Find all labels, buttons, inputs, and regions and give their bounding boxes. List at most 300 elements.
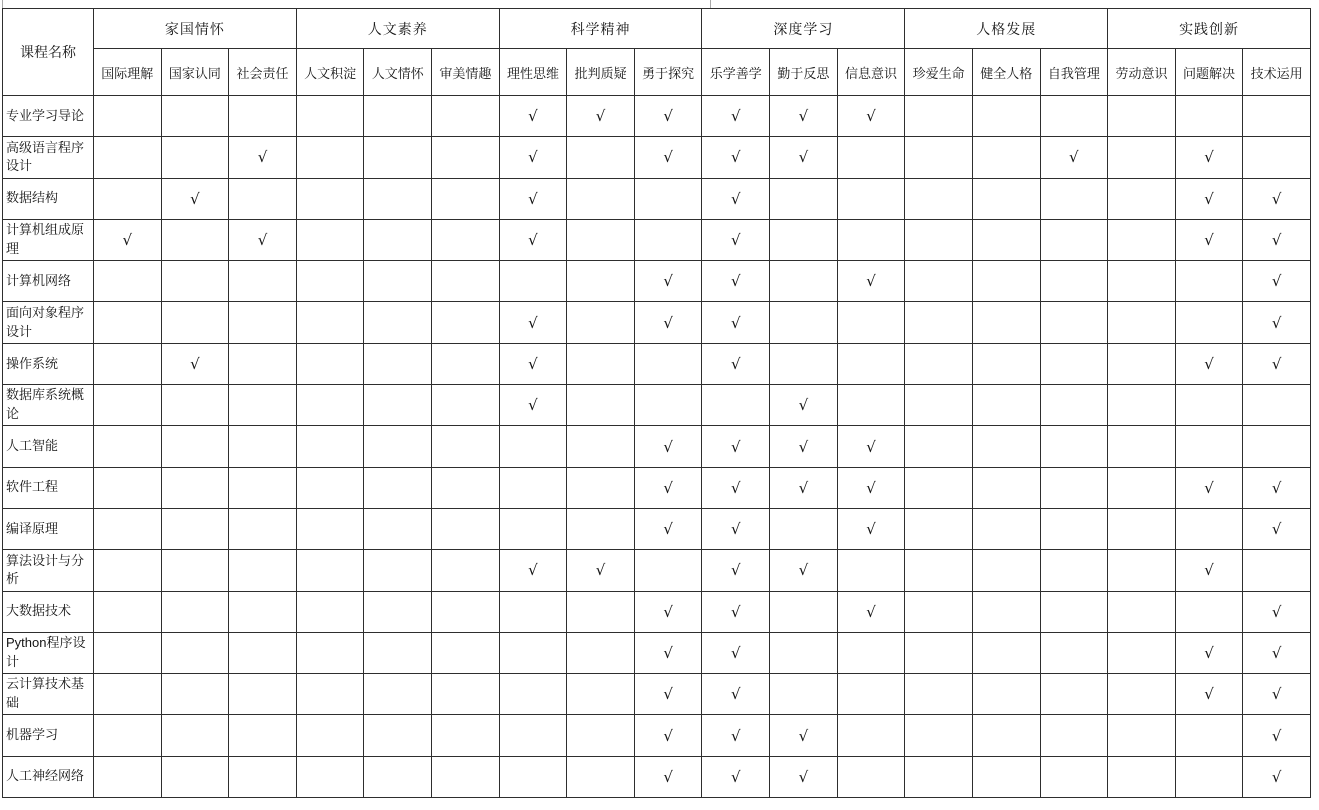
check-cell-empty[interactable] bbox=[296, 674, 364, 715]
check-cell-empty[interactable] bbox=[905, 302, 973, 343]
check-cell-empty[interactable] bbox=[770, 591, 838, 632]
check-cell-checked[interactable]: √ bbox=[1243, 261, 1311, 302]
check-cell-empty[interactable] bbox=[296, 550, 364, 591]
course-name-cell[interactable]: 面向对象程序设计 bbox=[3, 302, 94, 343]
sub-header-cell[interactable]: 珍爱生命 bbox=[905, 49, 973, 96]
check-cell-checked[interactable]: √ bbox=[634, 715, 702, 756]
check-cell-empty[interactable] bbox=[972, 715, 1040, 756]
check-cell-empty[interactable] bbox=[905, 591, 973, 632]
check-cell-checked[interactable]: √ bbox=[634, 674, 702, 715]
check-cell-empty[interactable] bbox=[161, 632, 229, 673]
check-cell-empty[interactable] bbox=[567, 385, 635, 426]
check-cell-checked[interactable]: √ bbox=[1175, 632, 1243, 673]
check-cell-empty[interactable] bbox=[161, 137, 229, 178]
check-cell-empty[interactable] bbox=[432, 550, 500, 591]
check-cell-checked[interactable]: √ bbox=[1175, 550, 1243, 591]
check-cell-empty[interactable] bbox=[1108, 219, 1176, 260]
check-cell-checked[interactable]: √ bbox=[1243, 591, 1311, 632]
check-cell-empty[interactable] bbox=[296, 591, 364, 632]
check-cell-checked[interactable]: √ bbox=[94, 219, 162, 260]
check-cell-empty[interactable] bbox=[837, 343, 905, 384]
check-cell-checked[interactable]: √ bbox=[837, 591, 905, 632]
check-cell-empty[interactable] bbox=[1108, 137, 1176, 178]
check-cell-empty[interactable] bbox=[1108, 343, 1176, 384]
check-cell-checked[interactable]: √ bbox=[634, 756, 702, 797]
check-cell-empty[interactable] bbox=[837, 632, 905, 673]
check-cell-empty[interactable] bbox=[229, 343, 297, 384]
check-cell-empty[interactable] bbox=[229, 756, 297, 797]
check-cell-empty[interactable] bbox=[1040, 674, 1108, 715]
check-cell-empty[interactable] bbox=[364, 632, 432, 673]
check-cell-empty[interactable] bbox=[229, 261, 297, 302]
course-name-cell[interactable]: 专业学习导论 bbox=[3, 96, 94, 137]
check-cell-empty[interactable] bbox=[905, 137, 973, 178]
check-cell-empty[interactable] bbox=[567, 426, 635, 467]
check-cell-empty[interactable] bbox=[1175, 426, 1243, 467]
check-cell-empty[interactable] bbox=[837, 385, 905, 426]
check-cell-empty[interactable] bbox=[905, 343, 973, 384]
sub-header-cell[interactable]: 人文积淀 bbox=[296, 49, 364, 96]
check-cell-empty[interactable] bbox=[364, 178, 432, 219]
check-cell-empty[interactable] bbox=[296, 467, 364, 508]
check-cell-empty[interactable] bbox=[972, 178, 1040, 219]
group-header-cell-1[interactable]: 家国情怀 bbox=[94, 9, 297, 49]
check-cell-empty[interactable] bbox=[364, 343, 432, 384]
check-cell-checked[interactable]: √ bbox=[1243, 508, 1311, 549]
check-cell-empty[interactable] bbox=[229, 302, 297, 343]
check-cell-empty[interactable] bbox=[1040, 550, 1108, 591]
check-cell-empty[interactable] bbox=[161, 261, 229, 302]
course-name-cell[interactable]: 编译原理 bbox=[3, 508, 94, 549]
check-cell-empty[interactable] bbox=[972, 756, 1040, 797]
check-cell-empty[interactable] bbox=[634, 219, 702, 260]
course-name-cell[interactable]: 数据库系统概论 bbox=[3, 385, 94, 426]
check-cell-empty[interactable] bbox=[432, 178, 500, 219]
check-cell-empty[interactable] bbox=[770, 261, 838, 302]
check-cell-empty[interactable] bbox=[161, 426, 229, 467]
check-cell-empty[interactable] bbox=[296, 302, 364, 343]
check-cell-empty[interactable] bbox=[432, 137, 500, 178]
check-cell-empty[interactable] bbox=[432, 467, 500, 508]
check-cell-empty[interactable] bbox=[1040, 756, 1108, 797]
check-cell-checked[interactable]: √ bbox=[770, 96, 838, 137]
check-cell-empty[interactable] bbox=[770, 178, 838, 219]
check-cell-empty[interactable] bbox=[364, 674, 432, 715]
check-cell-empty[interactable] bbox=[1108, 302, 1176, 343]
check-cell-empty[interactable] bbox=[161, 715, 229, 756]
check-cell-empty[interactable] bbox=[1108, 96, 1176, 137]
check-cell-empty[interactable] bbox=[770, 674, 838, 715]
check-cell-empty[interactable] bbox=[972, 219, 1040, 260]
check-cell-empty[interactable] bbox=[837, 550, 905, 591]
check-cell-checked[interactable]: √ bbox=[1243, 219, 1311, 260]
check-cell-checked[interactable]: √ bbox=[702, 261, 770, 302]
sub-header-cell[interactable]: 勇于探究 bbox=[634, 49, 702, 96]
check-cell-checked[interactable]: √ bbox=[837, 467, 905, 508]
check-cell-checked[interactable]: √ bbox=[1243, 467, 1311, 508]
check-cell-checked[interactable]: √ bbox=[499, 550, 567, 591]
sub-header-cell[interactable]: 自我管理 bbox=[1040, 49, 1108, 96]
check-cell-checked[interactable]: √ bbox=[702, 302, 770, 343]
check-cell-empty[interactable] bbox=[94, 715, 162, 756]
check-cell-empty[interactable] bbox=[1040, 508, 1108, 549]
check-cell-empty[interactable] bbox=[1108, 550, 1176, 591]
course-name-cell[interactable]: Python程序设计 bbox=[3, 632, 94, 673]
check-cell-checked[interactable]: √ bbox=[161, 178, 229, 219]
check-cell-empty[interactable] bbox=[94, 467, 162, 508]
check-cell-empty[interactable] bbox=[1108, 178, 1176, 219]
check-cell-empty[interactable] bbox=[1040, 261, 1108, 302]
check-cell-checked[interactable]: √ bbox=[634, 137, 702, 178]
check-cell-empty[interactable] bbox=[296, 96, 364, 137]
check-cell-empty[interactable] bbox=[1108, 385, 1176, 426]
check-cell-empty[interactable] bbox=[94, 302, 162, 343]
check-cell-checked[interactable]: √ bbox=[229, 137, 297, 178]
check-cell-checked[interactable]: √ bbox=[1175, 219, 1243, 260]
check-cell-empty[interactable] bbox=[905, 385, 973, 426]
check-cell-empty[interactable] bbox=[161, 674, 229, 715]
check-cell-checked[interactable]: √ bbox=[1243, 756, 1311, 797]
course-name-cell[interactable]: 数据结构 bbox=[3, 178, 94, 219]
check-cell-empty[interactable] bbox=[161, 96, 229, 137]
check-cell-checked[interactable]: √ bbox=[1243, 343, 1311, 384]
check-cell-empty[interactable] bbox=[1040, 302, 1108, 343]
sub-header-cell[interactable]: 社会责任 bbox=[229, 49, 297, 96]
check-cell-empty[interactable] bbox=[905, 715, 973, 756]
check-cell-empty[interactable] bbox=[972, 96, 1040, 137]
check-cell-checked[interactable]: √ bbox=[1175, 178, 1243, 219]
check-cell-empty[interactable] bbox=[161, 591, 229, 632]
check-cell-checked[interactable]: √ bbox=[634, 302, 702, 343]
check-cell-empty[interactable] bbox=[229, 632, 297, 673]
check-cell-empty[interactable] bbox=[1243, 426, 1311, 467]
check-cell-empty[interactable] bbox=[432, 385, 500, 426]
check-cell-empty[interactable] bbox=[972, 137, 1040, 178]
check-cell-empty[interactable] bbox=[432, 343, 500, 384]
check-cell-empty[interactable] bbox=[364, 219, 432, 260]
sub-header-cell[interactable]: 人文情怀 bbox=[364, 49, 432, 96]
check-cell-empty[interactable] bbox=[161, 385, 229, 426]
check-cell-empty[interactable] bbox=[229, 385, 297, 426]
course-name-cell[interactable]: 计算机网络 bbox=[3, 261, 94, 302]
check-cell-empty[interactable] bbox=[837, 178, 905, 219]
check-cell-checked[interactable]: √ bbox=[770, 426, 838, 467]
check-cell-empty[interactable] bbox=[364, 467, 432, 508]
group-header-cell-4[interactable]: 深度学习 bbox=[702, 9, 905, 49]
sub-header-cell[interactable]: 国际理解 bbox=[94, 49, 162, 96]
check-cell-empty[interactable] bbox=[364, 426, 432, 467]
check-cell-empty[interactable] bbox=[1040, 632, 1108, 673]
check-cell-checked[interactable]: √ bbox=[499, 219, 567, 260]
check-cell-checked[interactable]: √ bbox=[499, 302, 567, 343]
sub-header-cell[interactable]: 技术运用 bbox=[1243, 49, 1311, 96]
check-cell-empty[interactable] bbox=[770, 219, 838, 260]
check-cell-empty[interactable] bbox=[161, 508, 229, 549]
check-cell-empty[interactable] bbox=[837, 715, 905, 756]
check-cell-empty[interactable] bbox=[94, 178, 162, 219]
check-cell-empty[interactable] bbox=[1108, 715, 1176, 756]
check-cell-empty[interactable] bbox=[1040, 343, 1108, 384]
check-cell-empty[interactable] bbox=[905, 508, 973, 549]
check-cell-checked[interactable]: √ bbox=[702, 508, 770, 549]
check-cell-empty[interactable] bbox=[94, 426, 162, 467]
check-cell-checked[interactable]: √ bbox=[499, 343, 567, 384]
check-cell-checked[interactable]: √ bbox=[1243, 674, 1311, 715]
check-cell-empty[interactable] bbox=[296, 178, 364, 219]
check-cell-empty[interactable] bbox=[499, 261, 567, 302]
check-cell-empty[interactable] bbox=[432, 756, 500, 797]
check-cell-empty[interactable] bbox=[229, 715, 297, 756]
check-cell-empty[interactable] bbox=[972, 550, 1040, 591]
check-cell-checked[interactable]: √ bbox=[702, 591, 770, 632]
check-cell-checked[interactable]: √ bbox=[702, 219, 770, 260]
check-cell-checked[interactable]: √ bbox=[1175, 137, 1243, 178]
check-cell-empty[interactable] bbox=[296, 261, 364, 302]
check-cell-empty[interactable] bbox=[161, 302, 229, 343]
check-cell-checked[interactable]: √ bbox=[499, 385, 567, 426]
check-cell-empty[interactable] bbox=[634, 343, 702, 384]
check-cell-empty[interactable] bbox=[972, 343, 1040, 384]
check-cell-checked[interactable]: √ bbox=[837, 261, 905, 302]
check-cell-checked[interactable]: √ bbox=[770, 756, 838, 797]
check-cell-empty[interactable] bbox=[94, 96, 162, 137]
sub-header-cell[interactable]: 国家认同 bbox=[161, 49, 229, 96]
sub-header-cell[interactable]: 理性思维 bbox=[499, 49, 567, 96]
check-cell-empty[interactable] bbox=[634, 385, 702, 426]
check-cell-empty[interactable] bbox=[296, 426, 364, 467]
check-cell-checked[interactable]: √ bbox=[702, 426, 770, 467]
check-cell-empty[interactable] bbox=[837, 219, 905, 260]
check-cell-checked[interactable]: √ bbox=[634, 508, 702, 549]
course-name-cell[interactable]: 算法设计与分析 bbox=[3, 550, 94, 591]
check-cell-empty[interactable] bbox=[432, 426, 500, 467]
check-cell-checked[interactable]: √ bbox=[1175, 467, 1243, 508]
check-cell-empty[interactable] bbox=[567, 632, 635, 673]
check-cell-checked[interactable]: √ bbox=[837, 508, 905, 549]
check-cell-checked[interactable]: √ bbox=[837, 96, 905, 137]
check-cell-empty[interactable] bbox=[296, 219, 364, 260]
check-cell-checked[interactable]: √ bbox=[702, 467, 770, 508]
check-cell-empty[interactable] bbox=[229, 96, 297, 137]
check-cell-empty[interactable] bbox=[1108, 591, 1176, 632]
check-cell-empty[interactable] bbox=[567, 467, 635, 508]
check-cell-empty[interactable] bbox=[770, 632, 838, 673]
course-name-cell[interactable]: 软件工程 bbox=[3, 467, 94, 508]
check-cell-checked[interactable]: √ bbox=[567, 550, 635, 591]
check-cell-checked[interactable]: √ bbox=[702, 674, 770, 715]
check-cell-checked[interactable]: √ bbox=[702, 715, 770, 756]
check-cell-empty[interactable] bbox=[905, 261, 973, 302]
check-cell-empty[interactable] bbox=[364, 756, 432, 797]
check-cell-empty[interactable] bbox=[770, 508, 838, 549]
check-cell-checked[interactable]: √ bbox=[634, 467, 702, 508]
check-cell-empty[interactable] bbox=[837, 302, 905, 343]
check-cell-checked[interactable]: √ bbox=[499, 96, 567, 137]
check-cell-empty[interactable] bbox=[567, 219, 635, 260]
check-cell-empty[interactable] bbox=[972, 385, 1040, 426]
check-cell-checked[interactable]: √ bbox=[499, 137, 567, 178]
check-cell-empty[interactable] bbox=[905, 96, 973, 137]
check-cell-empty[interactable] bbox=[1108, 426, 1176, 467]
check-cell-empty[interactable] bbox=[1108, 508, 1176, 549]
check-cell-empty[interactable] bbox=[94, 343, 162, 384]
check-cell-empty[interactable] bbox=[837, 674, 905, 715]
check-cell-empty[interactable] bbox=[567, 137, 635, 178]
check-cell-checked[interactable]: √ bbox=[229, 219, 297, 260]
course-name-cell[interactable]: 大数据技术 bbox=[3, 591, 94, 632]
check-cell-checked[interactable]: √ bbox=[770, 467, 838, 508]
check-cell-empty[interactable] bbox=[161, 467, 229, 508]
course-name-cell[interactable]: 高级语言程序设计 bbox=[3, 137, 94, 178]
check-cell-empty[interactable] bbox=[94, 508, 162, 549]
check-cell-empty[interactable] bbox=[94, 632, 162, 673]
check-cell-empty[interactable] bbox=[432, 632, 500, 673]
check-cell-checked[interactable]: √ bbox=[1040, 137, 1108, 178]
check-cell-empty[interactable] bbox=[1243, 96, 1311, 137]
check-cell-empty[interactable] bbox=[567, 508, 635, 549]
check-cell-empty[interactable] bbox=[1175, 591, 1243, 632]
check-cell-checked[interactable]: √ bbox=[634, 632, 702, 673]
check-cell-empty[interactable] bbox=[972, 508, 1040, 549]
check-cell-empty[interactable] bbox=[1175, 508, 1243, 549]
check-cell-empty[interactable] bbox=[905, 467, 973, 508]
course-name-cell[interactable]: 云计算技术基础 bbox=[3, 674, 94, 715]
check-cell-checked[interactable]: √ bbox=[702, 137, 770, 178]
check-cell-empty[interactable] bbox=[567, 343, 635, 384]
check-cell-empty[interactable] bbox=[499, 591, 567, 632]
check-cell-empty[interactable] bbox=[905, 178, 973, 219]
check-cell-empty[interactable] bbox=[1108, 467, 1176, 508]
check-cell-empty[interactable] bbox=[1243, 550, 1311, 591]
check-cell-empty[interactable] bbox=[1040, 178, 1108, 219]
check-cell-empty[interactable] bbox=[364, 550, 432, 591]
check-cell-empty[interactable] bbox=[364, 302, 432, 343]
check-cell-empty[interactable] bbox=[364, 385, 432, 426]
check-cell-empty[interactable] bbox=[1040, 426, 1108, 467]
check-cell-empty[interactable] bbox=[1040, 219, 1108, 260]
check-cell-empty[interactable] bbox=[229, 178, 297, 219]
check-cell-checked[interactable]: √ bbox=[1243, 715, 1311, 756]
check-cell-empty[interactable] bbox=[1175, 302, 1243, 343]
check-cell-empty[interactable] bbox=[229, 467, 297, 508]
check-cell-empty[interactable] bbox=[499, 756, 567, 797]
group-header-cell-6[interactable]: 实践创新 bbox=[1108, 9, 1311, 49]
check-cell-empty[interactable] bbox=[432, 508, 500, 549]
sub-header-cell[interactable]: 批判质疑 bbox=[567, 49, 635, 96]
check-cell-empty[interactable] bbox=[432, 715, 500, 756]
check-cell-empty[interactable] bbox=[972, 632, 1040, 673]
check-cell-empty[interactable] bbox=[296, 632, 364, 673]
check-cell-checked[interactable]: √ bbox=[634, 591, 702, 632]
corner-header-cell[interactable]: 课程名称 bbox=[3, 9, 94, 96]
check-cell-empty[interactable] bbox=[499, 632, 567, 673]
check-cell-empty[interactable] bbox=[1108, 674, 1176, 715]
check-cell-empty[interactable] bbox=[94, 550, 162, 591]
group-header-cell-2[interactable]: 人文素养 bbox=[296, 9, 499, 49]
check-cell-checked[interactable]: √ bbox=[1175, 343, 1243, 384]
check-cell-checked[interactable]: √ bbox=[161, 343, 229, 384]
check-cell-empty[interactable] bbox=[499, 426, 567, 467]
check-cell-empty[interactable] bbox=[770, 343, 838, 384]
check-cell-empty[interactable] bbox=[94, 137, 162, 178]
check-cell-empty[interactable] bbox=[296, 343, 364, 384]
check-cell-empty[interactable] bbox=[972, 467, 1040, 508]
check-cell-empty[interactable] bbox=[972, 591, 1040, 632]
check-cell-empty[interactable] bbox=[972, 674, 1040, 715]
check-cell-empty[interactable] bbox=[1040, 467, 1108, 508]
check-cell-empty[interactable] bbox=[296, 385, 364, 426]
sub-header-cell[interactable]: 审美情趣 bbox=[432, 49, 500, 96]
check-cell-empty[interactable] bbox=[499, 674, 567, 715]
course-name-cell[interactable]: 机器学习 bbox=[3, 715, 94, 756]
check-cell-empty[interactable] bbox=[634, 550, 702, 591]
check-cell-empty[interactable] bbox=[567, 178, 635, 219]
check-cell-empty[interactable] bbox=[229, 591, 297, 632]
check-cell-empty[interactable] bbox=[364, 96, 432, 137]
check-cell-checked[interactable]: √ bbox=[702, 178, 770, 219]
check-cell-empty[interactable] bbox=[94, 674, 162, 715]
check-cell-checked[interactable]: √ bbox=[1243, 178, 1311, 219]
check-cell-empty[interactable] bbox=[1040, 591, 1108, 632]
check-cell-checked[interactable]: √ bbox=[1243, 302, 1311, 343]
check-cell-empty[interactable] bbox=[972, 302, 1040, 343]
check-cell-empty[interactable] bbox=[296, 756, 364, 797]
check-cell-empty[interactable] bbox=[567, 674, 635, 715]
sub-header-cell[interactable]: 问题解决 bbox=[1175, 49, 1243, 96]
check-cell-empty[interactable] bbox=[364, 261, 432, 302]
check-cell-empty[interactable] bbox=[905, 219, 973, 260]
check-cell-checked[interactable]: √ bbox=[770, 550, 838, 591]
check-cell-empty[interactable] bbox=[702, 385, 770, 426]
check-cell-empty[interactable] bbox=[432, 674, 500, 715]
check-cell-empty[interactable] bbox=[432, 96, 500, 137]
check-cell-empty[interactable] bbox=[432, 302, 500, 343]
check-cell-empty[interactable] bbox=[905, 756, 973, 797]
sub-header-cell[interactable]: 信息意识 bbox=[837, 49, 905, 96]
check-cell-empty[interactable] bbox=[432, 261, 500, 302]
check-cell-empty[interactable] bbox=[1175, 385, 1243, 426]
check-cell-checked[interactable]: √ bbox=[1243, 632, 1311, 673]
check-cell-empty[interactable] bbox=[229, 674, 297, 715]
check-cell-empty[interactable] bbox=[94, 385, 162, 426]
check-cell-checked[interactable]: √ bbox=[702, 632, 770, 673]
check-cell-empty[interactable] bbox=[1175, 756, 1243, 797]
check-cell-empty[interactable] bbox=[432, 591, 500, 632]
check-cell-empty[interactable] bbox=[296, 715, 364, 756]
check-cell-empty[interactable] bbox=[1175, 96, 1243, 137]
group-header-cell-3[interactable]: 科学精神 bbox=[499, 9, 702, 49]
check-cell-empty[interactable] bbox=[161, 756, 229, 797]
check-cell-empty[interactable] bbox=[1243, 385, 1311, 426]
check-cell-checked[interactable]: √ bbox=[770, 137, 838, 178]
check-cell-empty[interactable] bbox=[229, 426, 297, 467]
check-cell-empty[interactable] bbox=[567, 715, 635, 756]
check-cell-empty[interactable] bbox=[905, 674, 973, 715]
check-cell-checked[interactable]: √ bbox=[567, 96, 635, 137]
check-cell-empty[interactable] bbox=[1243, 137, 1311, 178]
check-cell-empty[interactable] bbox=[499, 508, 567, 549]
check-cell-checked[interactable]: √ bbox=[770, 715, 838, 756]
check-cell-empty[interactable] bbox=[94, 756, 162, 797]
check-cell-empty[interactable] bbox=[364, 715, 432, 756]
check-cell-empty[interactable] bbox=[364, 137, 432, 178]
check-cell-empty[interactable] bbox=[567, 261, 635, 302]
check-cell-empty[interactable] bbox=[94, 591, 162, 632]
check-cell-empty[interactable] bbox=[94, 261, 162, 302]
check-cell-checked[interactable]: √ bbox=[634, 261, 702, 302]
check-cell-checked[interactable]: √ bbox=[702, 96, 770, 137]
course-name-cell[interactable]: 操作系统 bbox=[3, 343, 94, 384]
